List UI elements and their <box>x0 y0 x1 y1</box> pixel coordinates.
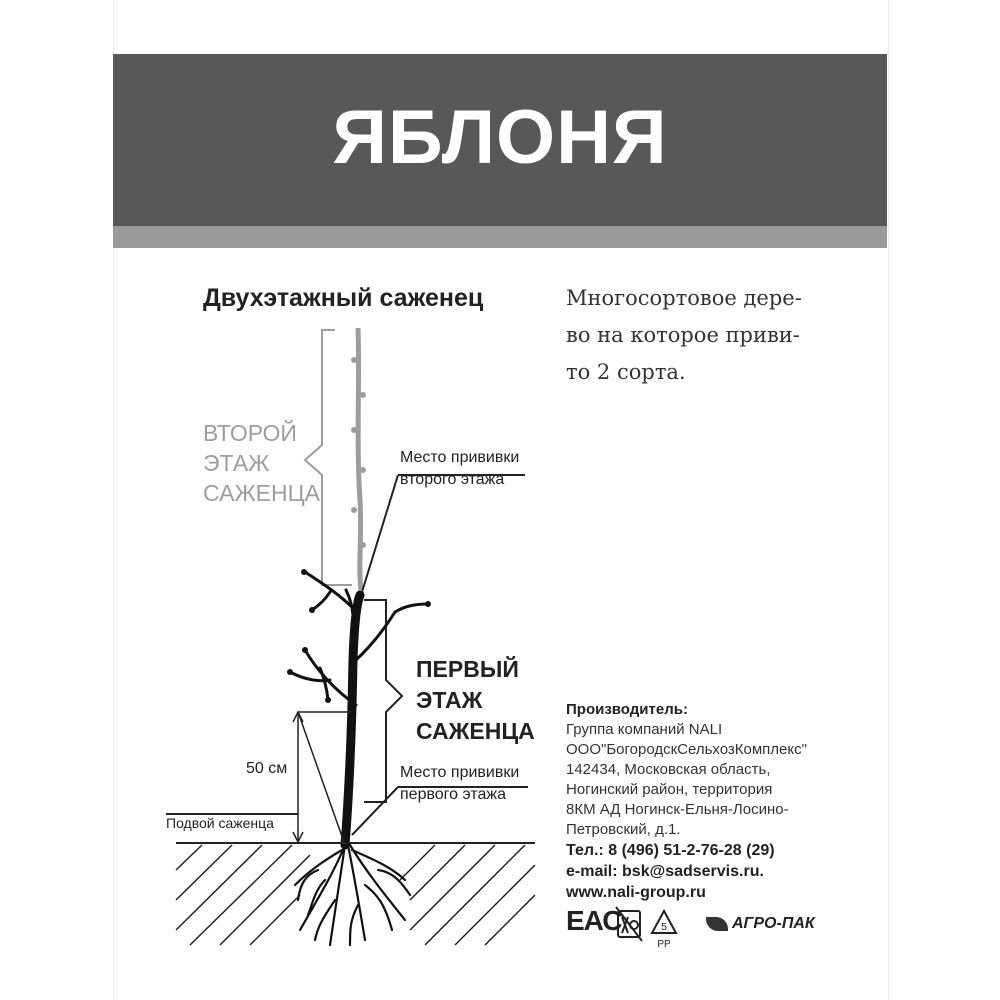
manufacturer-website[interactable]: www.nali-group.ru <box>566 884 706 901</box>
trunk <box>345 595 360 845</box>
ground-hatching <box>176 845 535 945</box>
manufacturer-line: Ногинский район, территория <box>566 781 773 798</box>
brand-logo: АГРО-ПАК <box>706 915 815 933</box>
description-line: то 2 сорта. <box>566 360 686 384</box>
diagram-subtitle: Двухэтажный саженец <box>203 284 484 312</box>
recycle-number: 5 <box>661 922 667 933</box>
not-food-icon <box>616 907 642 941</box>
height-label: 50 см <box>246 760 288 777</box>
leaf-icon <box>706 917 728 931</box>
rootstock-label: Подвой саженца <box>166 815 274 831</box>
manufacturer-email[interactable]: e-mail: bsk@sadservis.ru. <box>566 863 764 880</box>
recycle-code: PP <box>657 939 671 950</box>
manufacturer-line: Петровский, д.1. <box>566 821 681 838</box>
manufacturer-phone: Тел.: 8 (496) 51-2-76-28 (29) <box>566 842 775 859</box>
graft-second-callout: Место прививки второго этажа <box>400 449 520 488</box>
roots <box>295 845 410 945</box>
eac-mark: ЕАС <box>566 905 622 936</box>
manufacturer-heading: Производитель: <box>566 701 688 718</box>
first-floor-label: ПЕРВЫЙ ЭТАЖ САЖЕНЦА <box>416 656 535 744</box>
manufacturer-line: 8КМ АД Ногинск-Ельня-Лосино- <box>566 801 789 818</box>
recycle-icons <box>614 905 704 951</box>
description-line: Многосортовое дере- <box>566 286 802 310</box>
second-floor-scion <box>358 328 361 590</box>
second-floor-label: ВТОРОЙ ЭТАЖ САЖЕНЦА <box>203 420 320 506</box>
manufacturer-line: ООО"БогородскСельхозКомплекс" <box>566 741 807 758</box>
graft-first-callout: Место прививки первого этажа <box>400 764 520 803</box>
manufacturer-line: Группа компаний NALI <box>566 721 723 738</box>
certification-logos <box>566 905 866 955</box>
description-line: во на которое приви- <box>566 323 800 347</box>
page-title: ЯБЛОНЯ <box>332 95 668 180</box>
manufacturer-block <box>566 700 866 903</box>
manufacturer-line: 142434, Московская область, <box>566 761 771 778</box>
